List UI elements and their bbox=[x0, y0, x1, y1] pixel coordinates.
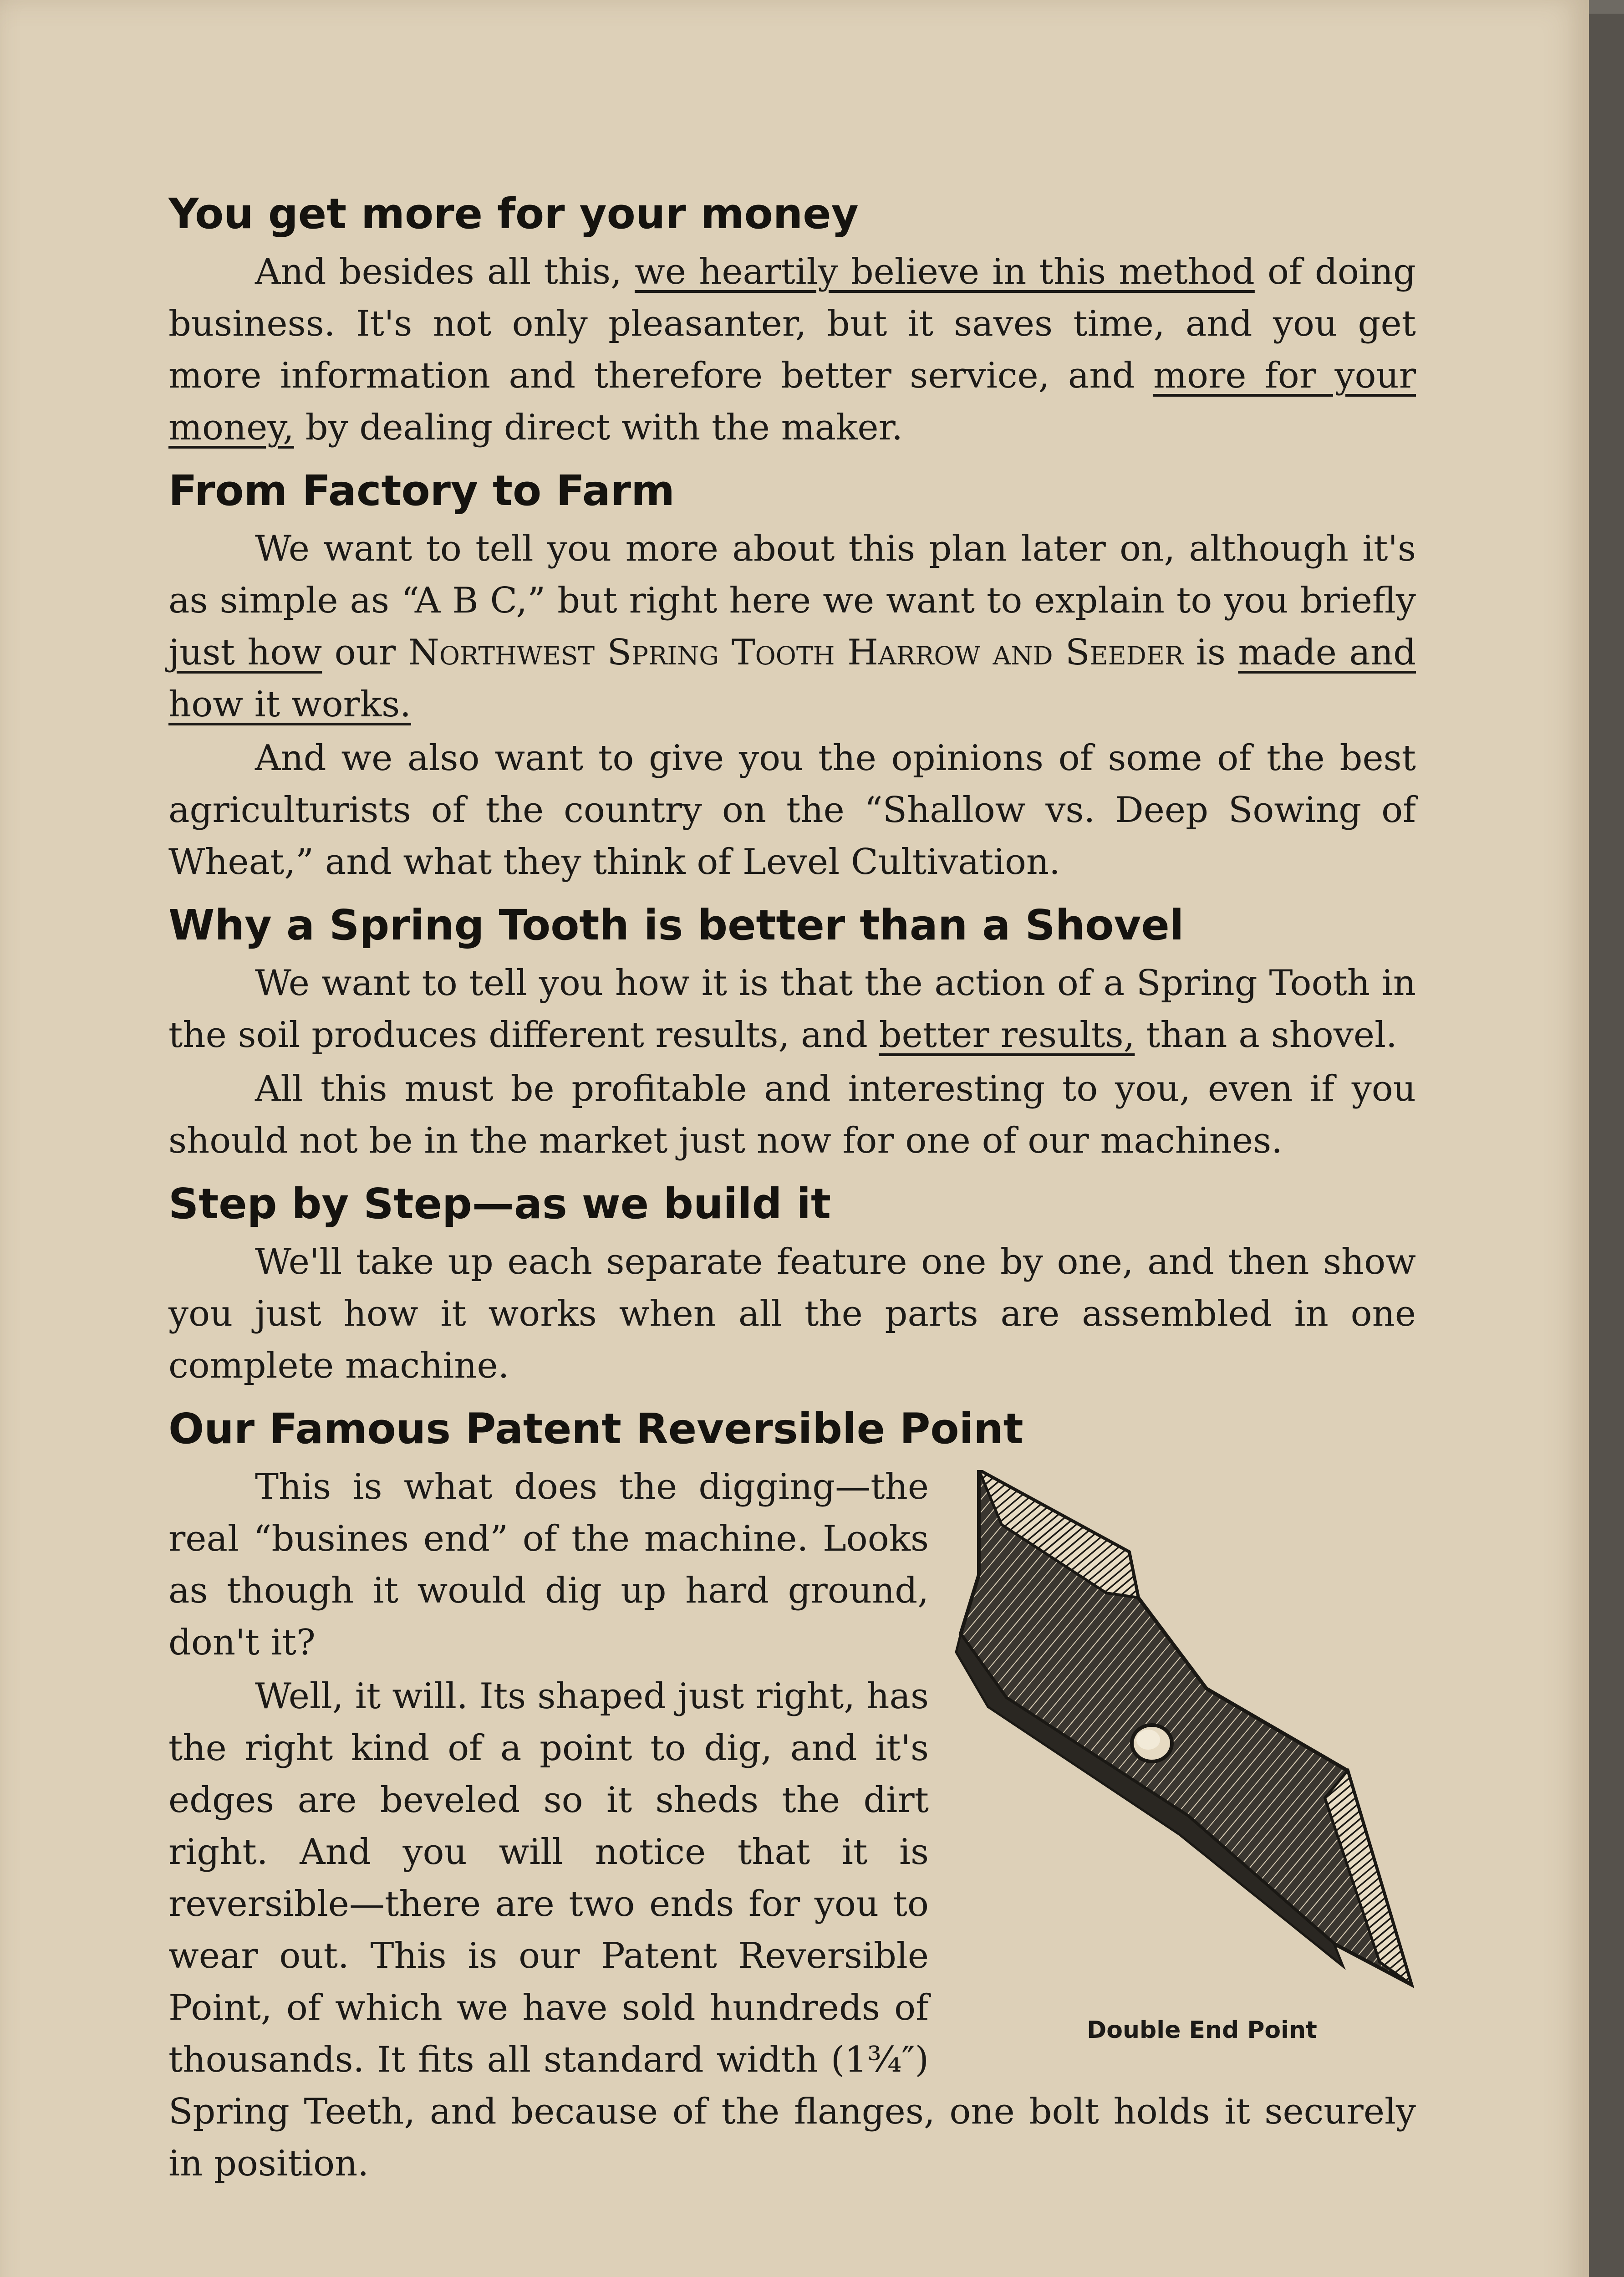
text-span: of doing business. It's not only pleasanter, but it saves time, and you get more information and therefore better service, and bbox=[168, 251, 1416, 396]
underlined-text: we heartily believe in this method bbox=[635, 251, 1255, 292]
paragraph-factory-1 bbox=[168, 523, 1416, 730]
figure-double-end-point bbox=[952, 1470, 1416, 2062]
paragraph-reversible-point-1: This is what does the digging—the real “busines end” of the machine. Looks as though it would dig up hard ground, don't it? bbox=[168, 1466, 929, 1663]
section-step-by-step bbox=[168, 1177, 1416, 1392]
paragraph-money bbox=[168, 246, 1416, 454]
text-span: We want to tell you how it is that the action of a Spring Tooth in the soil produces different results, and bbox=[168, 963, 1416, 1056]
paragraph-reversible-point-2: Well, it will. Its shaped just right, has the right kind of a point to dig, and it's edges are beveled so it sheds the dirt right. And you will notice that it is reversible—there are two ends for you to wear out. This is our Patent Reversible Point, of which we have sold hundreds of thousands. It fits all standard width (1¾″) Spring Teeth, and because of the flanges, one bolt holds it securely in position. bbox=[168, 1676, 1416, 2184]
heading-step-by-step: Step by Step—as we build it bbox=[168, 1179, 831, 1228]
text-span: by dealing direct with the maker. bbox=[294, 407, 903, 448]
product-name: Northwest Spring Tooth Harrow and Seeder bbox=[408, 632, 1184, 673]
paragraph-spring-tooth-2: All this must be profitable and interesting to you, even if you should not be in the market just now for one of our machines. bbox=[168, 1068, 1416, 1161]
section-money bbox=[168, 187, 1416, 454]
paragraph-spring-tooth-1 bbox=[168, 957, 1416, 1061]
heading-factory: From Factory to Farm bbox=[168, 466, 675, 515]
section-spring-tooth bbox=[168, 898, 1416, 1167]
page-content bbox=[168, 187, 1416, 2201]
heading-money: You get more for your money bbox=[168, 189, 859, 238]
section-reversible-point bbox=[168, 1402, 1416, 2191]
underlined-text: just how bbox=[168, 632, 322, 673]
double-end-point-illustration-icon bbox=[952, 1470, 1416, 2017]
paragraph-factory-2: And we also want to give you the opinions of some of the best agriculturists of the country on the “Shallow vs. Deep Sowing of Wheat,” and what they think of Level Cultivation. bbox=[168, 738, 1416, 883]
text-span: our bbox=[322, 632, 408, 673]
text-span: than a shovel. bbox=[1135, 1015, 1397, 1056]
underlined-text: made and how it works. bbox=[168, 632, 1416, 725]
paragraph-step-by-step: We'll take up each separate feature one by one, and then show you just how it works when all the parts are assembled in one complete machine. bbox=[168, 1241, 1416, 1386]
underlined-text: better results, bbox=[879, 1015, 1135, 1056]
text-span: And besides all this, bbox=[255, 251, 635, 292]
heading-spring-tooth: Why a Spring Tooth is better than a Shovel bbox=[168, 901, 1184, 950]
text-span: is bbox=[1183, 632, 1238, 673]
underlined-text: more for your money, bbox=[168, 355, 1416, 448]
text-span: We want to tell you more about this plan later on, although it's as simple as “A B C,” but right here we want to explain to you briefly bbox=[168, 528, 1416, 621]
figure-caption: Double End Point bbox=[1087, 2017, 1317, 2044]
page-edge bbox=[1589, 14, 1624, 2277]
section-factory bbox=[168, 464, 1416, 888]
heading-reversible-point: Our Famous Patent Reversible Point bbox=[168, 1404, 1023, 1453]
